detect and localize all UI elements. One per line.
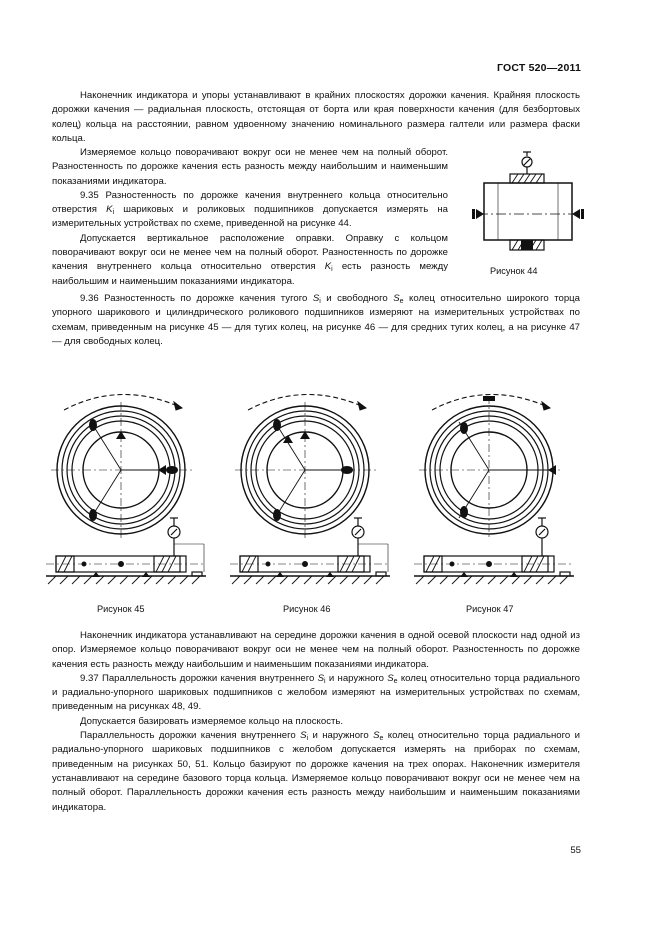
paragraph-base-plane: Допускается базировать измеряемое кольцо на плоскость. <box>80 715 344 727</box>
figure-45-drawing <box>46 388 216 598</box>
paragraph-tip-placement <box>52 89 580 146</box>
paragraph-9-37: 9.37 Параллельность дорожки качения внутреннего $S_i$ и наружного $S_e$ колец относительно торца радиального и радиально-упорного шариковых подшипников с желобом измеряют на измерительных устройствах по схемам, приведенным на рисунках 48, 49. <box>52 672 580 713</box>
figure-47-drawing <box>414 388 584 598</box>
rotation-arrow-icon <box>248 394 366 410</box>
paragraph-9-35: 9.35 Разностенность по дорожке качения внутреннего кольца относительно отверстия $K_i$ шариковых и роликовых подшипников допускается измерять на измерительных устройствах по схеме, приведенной на рисунке 44. <box>52 189 449 230</box>
figure-44-caption: Рисунок 44 <box>490 266 538 276</box>
paragraph-vertical-mandrel: Допускается вертикальное расположение оправки. Оправку с кольцом поворачивают вокруг оси не менее чем на полный оборот. Разностенность по дорожке качения внутреннего кольца относительно отверстия $K_i$ есть разность между наибольшим и наименьшим показаниями индикатора. <box>52 232 448 287</box>
figure-44-drawing <box>476 152 596 262</box>
dial-indicator-icon <box>522 152 532 174</box>
figure-46-drawing <box>230 388 400 598</box>
page-number: 55 <box>570 845 581 856</box>
paragraph-block-9-37 <box>52 629 580 815</box>
figure-47-caption: Рисунок 47 <box>466 604 514 614</box>
paragraph-rotation: Измеряемое кольцо поворачивают вокруг оси не менее чем на полный оборот. Разностенность по дорожке качения есть разность между наибольшим и наименьшим показаниями индикатора. <box>52 147 448 187</box>
figure-46-caption: Рисунок 46 <box>283 604 331 614</box>
paragraph-9-36: 9.36 Разностенность по дорожке качения тугого $S_i$ и свободного $S_e$ колец относительно широкого торца упорного шарикового и цилиндрического роликового подшипников измеряют на измерительных устройствах по схемам, приведенным на рисунке 45 — для тугих колец, на рисунке 46 — для средних тугих колец, а на рисунке 47 — для свободных колец. <box>52 293 581 347</box>
rotation-arrow-icon <box>64 394 182 410</box>
standard-header: ГОСТ 520—2011 <box>496 62 581 74</box>
figure-45-caption: Рисунок 45 <box>97 604 145 614</box>
paragraph-indicator-tip: Наконечник индикатора устанавливают на середине дорожки качения в одной осевой плоскости над одной из опор. Измеряемое кольцо поворачивают вокруг оси не менее чем на полный оборот. Разностенность по дорожке качения есть разность между наибольшим и наименьшим показаниями индикатора. <box>52 630 580 670</box>
paragraph-parallelism: Параллельность дорожки качения внутреннего $S_i$ и наружного $S_e$ колец относительно торца радиального и радиально-упорного шариковых подшипников с желобом допускается измерять на приборах по схемам, приведенным на рисунках 50, 51. Кольцо базируют по дорожке качения на трех опорах. Наконечник измерителя устанавливают на середине базового торца кольца. Измеряемое кольцо поворачивают вокруг оси не менее чем на полный оборот. Параллельность дорожки качения есть разность между наибольшим и наименьшим показаниями индикатора. <box>52 730 580 813</box>
paragraph-text: Наконечник индикатора и упоры устанавливают в крайних плоскостях дорожки качения. Крайняя плоскость дорожки качения — радиальная плоскость, отстоящая от борта или края поверхности качения (для безбортовых колец) кольца на расстоянии, равном удвоенному значению номинального размера галтели или размера фаски кольца. <box>52 90 580 144</box>
paragraph-block-9-35 <box>52 146 448 289</box>
